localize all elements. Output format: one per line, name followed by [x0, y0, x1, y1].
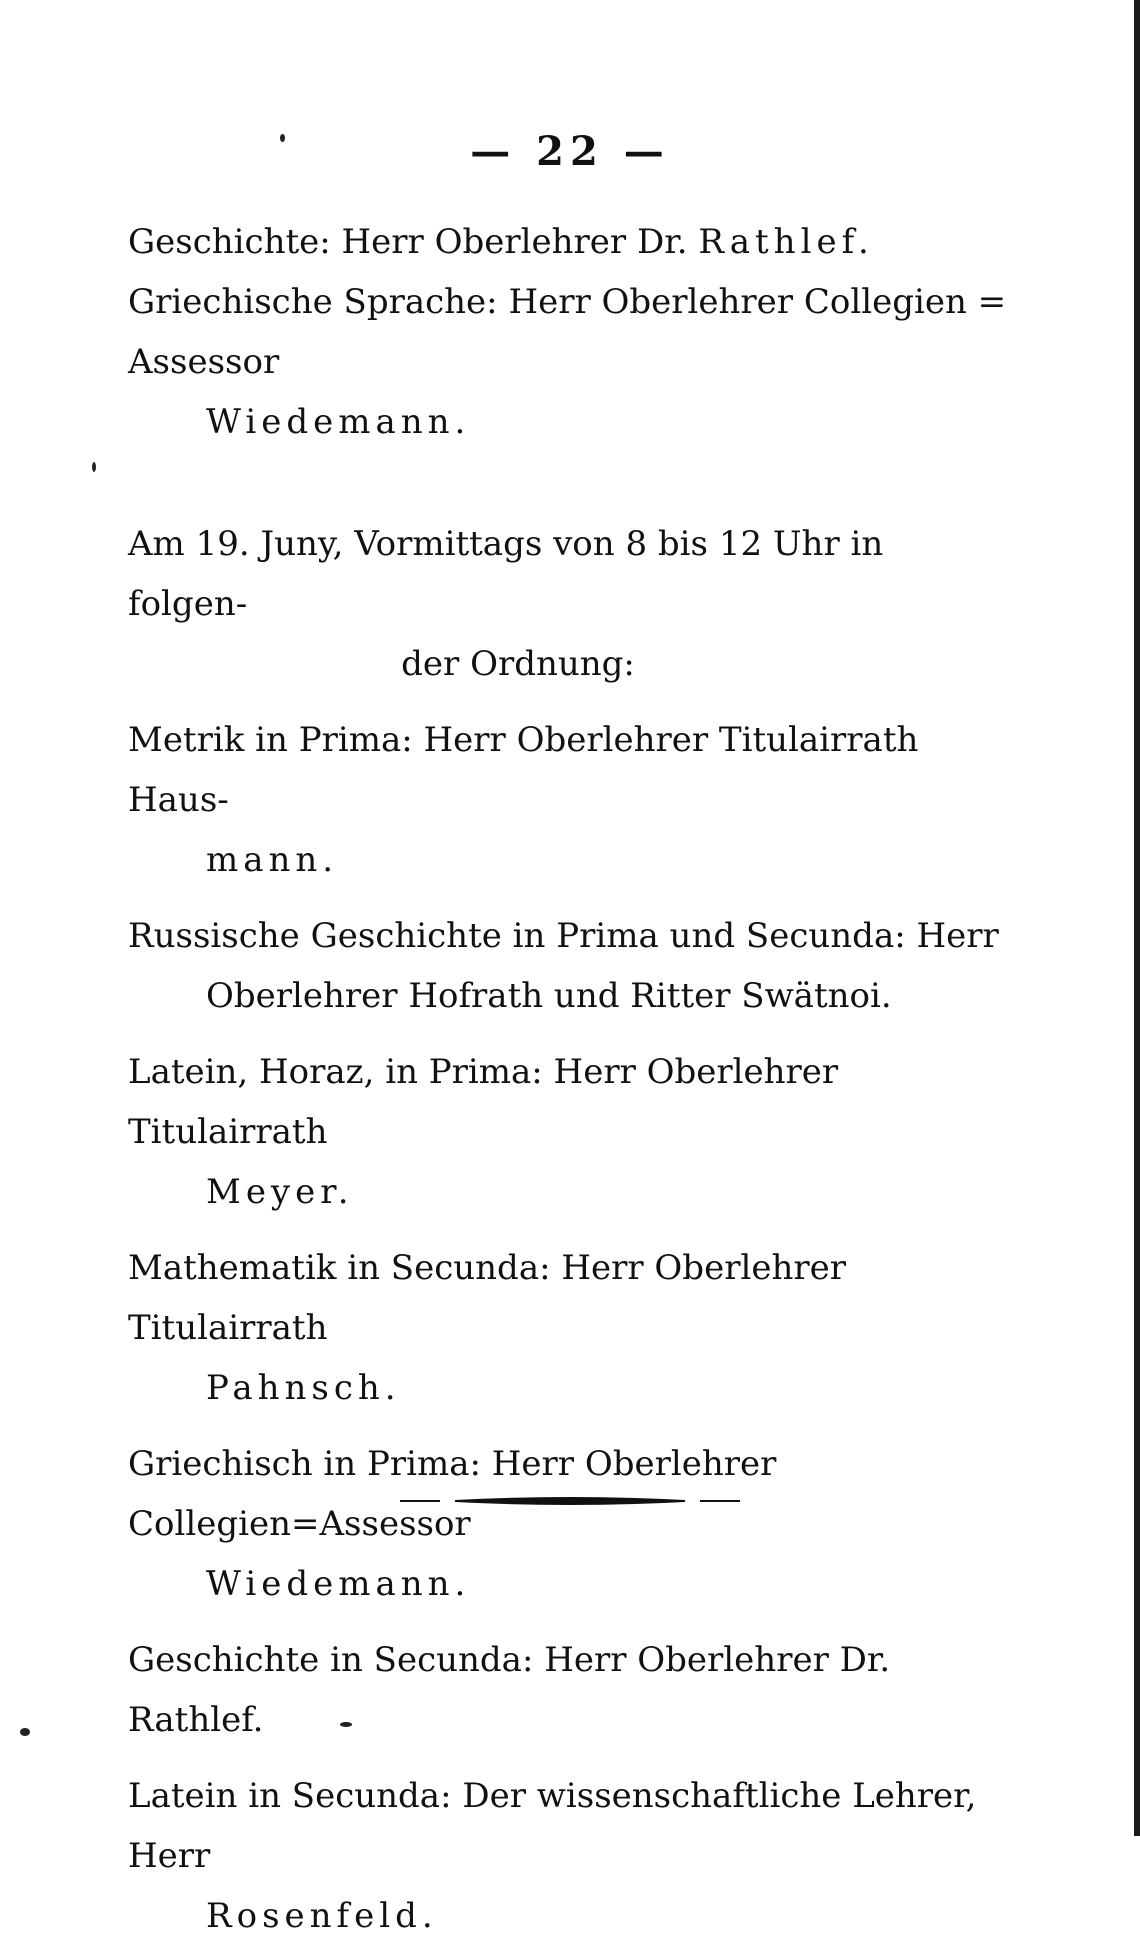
entry-continuation: Pahnsch.	[206, 1368, 401, 1408]
entry-latein-horaz	[128, 1042, 1008, 1222]
print-speck	[340, 1722, 352, 1727]
date-heading-line-2: der Ordnung:	[401, 644, 635, 684]
entry-continuation: Wiedemann.	[206, 1564, 471, 1604]
entry-gap	[128, 1026, 1008, 1042]
entry-text: Latein in Secunda: Der wissenschaftliche Lehrer, Herr	[128, 1776, 977, 1876]
entry-continuation: Meyer.	[206, 1172, 354, 1212]
entry-geschichte-secunda	[128, 1630, 1008, 1750]
teacher-name: Rathlef.	[698, 222, 874, 262]
entry-latein-secunda	[128, 1766, 1008, 1946]
entry-text: Russische Geschichte in Prima und Secunda: Herr	[128, 916, 999, 956]
teacher-name: Wiedemann.	[206, 402, 471, 442]
entry-gap	[128, 1750, 1008, 1766]
entry-continuation: Oberlehrer Hofrath und Ritter Swätnoi.	[206, 976, 892, 1016]
entry-continuation: mann.	[206, 840, 339, 880]
page-edge-border	[1134, 0, 1140, 1836]
entry-text: Griechische Sprache: Herr Oberlehrer Collegien = Assessor	[128, 282, 1007, 382]
entry-mathematik	[128, 1238, 1008, 1418]
entry-gap	[128, 890, 1008, 906]
date-heading	[128, 514, 1008, 694]
section-end-rule	[400, 1496, 740, 1506]
entry-text: Metrik in Prima: Herr Oberlehrer Titulairrath Haus-	[128, 720, 919, 820]
entry-text: Geschichte in Secunda: Herr Oberlehrer Dr. Rathlef.	[128, 1640, 891, 1740]
print-speck	[92, 462, 96, 472]
entry-text: Geschichte: Herr Oberlehrer Dr.	[128, 222, 699, 262]
page-number: — 22 —	[470, 128, 670, 175]
entry-geschichte-prima	[128, 212, 1008, 272]
section-gap	[128, 452, 1008, 514]
entry-griechisch-prima	[128, 1434, 1008, 1614]
section-gap	[128, 694, 1008, 710]
print-speck	[280, 134, 285, 142]
entry-text: Latein, Horaz, in Prima: Herr Oberlehrer Titulairrath	[128, 1052, 839, 1152]
entry-text: Mathematik in Secunda: Herr Oberlehrer Titulairrath	[128, 1248, 846, 1348]
entry-metrik	[128, 710, 1008, 890]
entry-continuation: Rosenfeld.	[206, 1896, 438, 1936]
date-heading-line-1: Am 19. Juny, Vormittags von 8 bis 12 Uhr in folgen-	[128, 524, 884, 624]
entry-gap	[128, 1222, 1008, 1238]
entry-griechische-sprache	[128, 272, 1008, 452]
entry-gap	[128, 1418, 1008, 1434]
print-speck	[20, 1728, 30, 1736]
entry-gap	[128, 1614, 1008, 1630]
entry-text: Griechisch in Prima: Herr Oberlehrer Collegien=Assessor	[128, 1444, 777, 1544]
exam-schedule	[128, 212, 1008, 1946]
entry-russische-geschichte	[128, 906, 1008, 1026]
